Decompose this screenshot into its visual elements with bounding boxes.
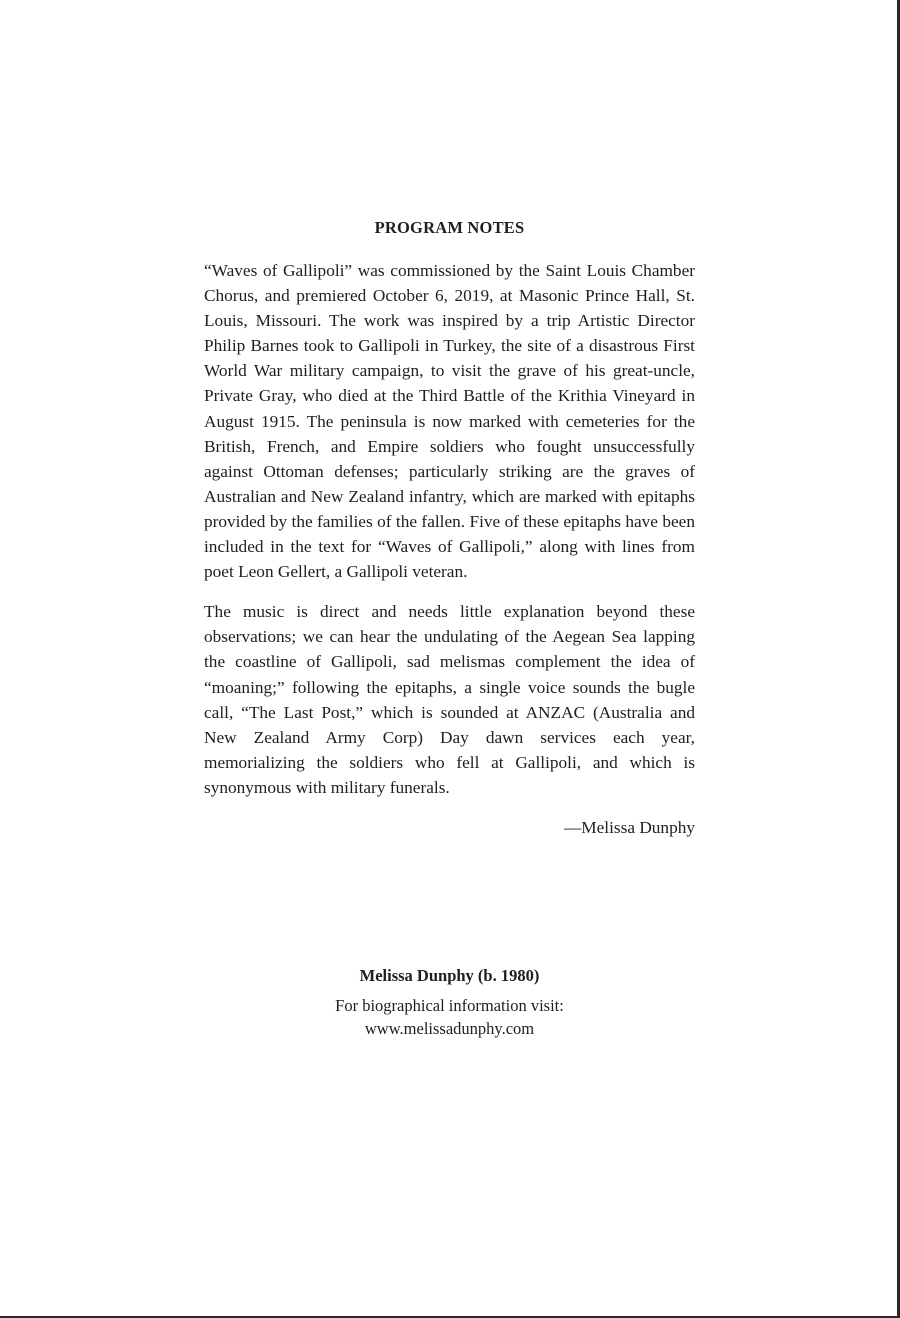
bio-info-text: For biographical information visit: bbox=[335, 996, 564, 1015]
composer-name: Melissa Dunphy (b. 1980) bbox=[359, 966, 540, 985]
composer-bio bbox=[204, 963, 695, 1040]
author-signature: —Melissa Dunphy bbox=[563, 817, 695, 837]
paragraph-commission: “Waves of Gallipoli” was commissioned by the Saint Louis Chamber Chorus, and premiered October 6, 2019, at Masonic Prince Hall, St. Louis, Missouri. The work was inspired by a trip Artistic Director Philip Barnes took to Gallipoli in Turkey, the site of a disastrous First World War military campaign, to visit the grave of his great-uncle, Private Gray, who died at the Third Battle of the Krithia Vineyard in August 1915. The peninsula is now marked with cemeteries for the British, French, and Empire soldiers who fought unsuccessfully against Ottoman defenses; particularly striking are the graves of Australian and New Zealand infantry, which are marked with epitaphs provided by the families of the fallen. Five of these epitaphs have been included in the text for “Waves of Gallipoli,” along with lines from poet Leon Gellert, a Gallipoli veteran. bbox=[204, 261, 695, 582]
paragraph-music: The music is direct and needs little explanation beyond these observations; we can hear the undulating of the Aegean Sea lapping the coastline of Gallipoli, sad melismas complement the idea of “moaning;” following the epitaphs, a single voice sounds the bugle call, “The Last Post,” which is sounded at ANZAC (Australia and New Zealand Army Corp) Day dawn services each year, memorializing the soldiers who fell at Gallipoli, and which is synonymous with military funerals. bbox=[204, 602, 695, 797]
section-heading: PROGRAM NOTES bbox=[374, 218, 525, 237]
program-notes-section bbox=[204, 212, 695, 840]
bio-website: www.melissadunphy.com bbox=[364, 1018, 535, 1038]
